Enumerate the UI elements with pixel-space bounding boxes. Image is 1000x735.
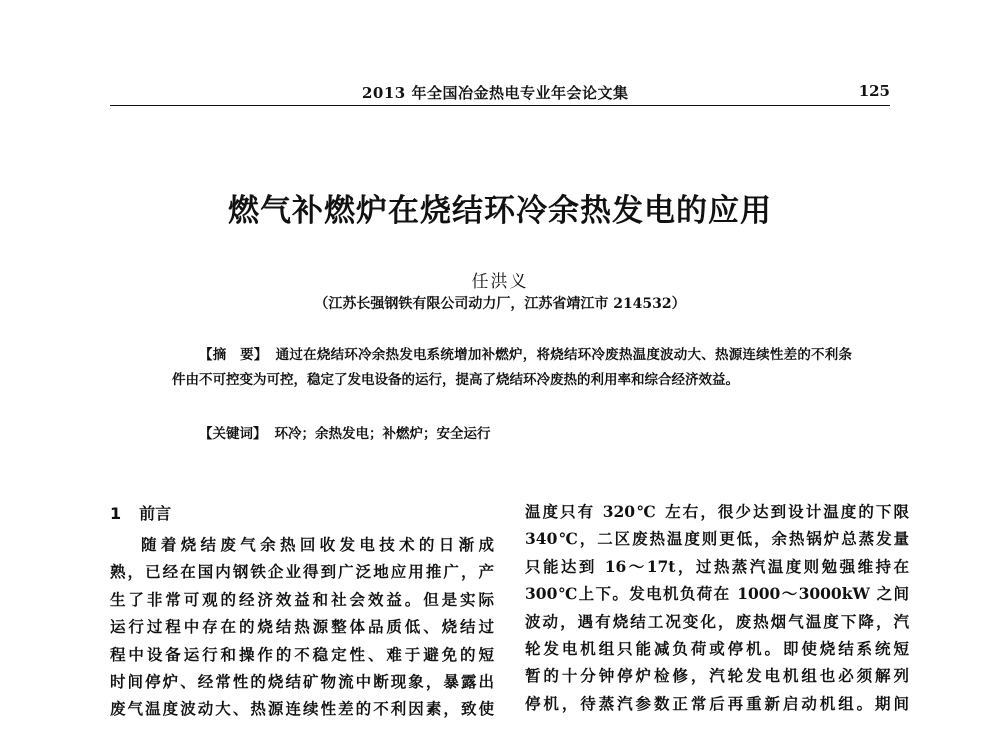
running-head-title: 2013 年全国冶金热电专业年会论文集	[362, 84, 629, 102]
body-line: 废气温度波动大、热源连续性差的不利因素，致使	[110, 699, 494, 719]
body-line: 300℃上下。发电机负荷在 1000～3000kW 之间	[525, 584, 909, 604]
running-head	[110, 78, 890, 106]
body-column-left	[110, 498, 494, 723]
author-name: 任洪义	[471, 272, 529, 292]
abstract	[172, 343, 852, 393]
body-line: 轮发电机组只能减负荷或停机。即使烧结系统短	[525, 638, 909, 658]
body-line: 只能达到 16～17t，过热蒸汽温度则勉强维持在	[525, 556, 909, 576]
body-line: 时间停炉、经常性的烧结矿物流中断现象，暴露出	[110, 671, 494, 691]
body-line: 程中设备运行和操作的不稳定性、难于避免的短	[110, 644, 494, 664]
section-title: 前言	[139, 504, 172, 523]
body-line: 熟，已经在国内钢铁企业得到广泛地应用推广，产	[110, 562, 494, 582]
page-number: 125	[858, 82, 890, 100]
author-affiliation: （江苏长强钢铁有限公司动力厂，江苏省靖江市 214532）	[314, 296, 686, 312]
paper-title: 燃气补燃炉在烧结环冷余热发电的应用	[228, 193, 772, 229]
abstract-text: 通过在烧结环冷余热发电系统增加补燃炉，将烧结环冷废热温度波动大、热源连续性差的不利条件由不可控变为可控，稳定了发电设备的运行，提高了烧结环冷废热的利用率和综合经济效益。	[172, 347, 853, 388]
body-line: 暂的十分钟停炉检修，汽轮发电机组也必须解列	[525, 666, 909, 686]
body-line: 温度只有 320℃ 左右，很少达到设计温度的下限	[525, 502, 909, 521]
abstract-label: 【摘 要】	[199, 347, 268, 363]
body-line: 停机，待蒸汽参数正常后再重新启动机组。期间	[525, 693, 909, 713]
body-line: 波动，遇有烧结工况变化，废热烟气温度下降，汽	[525, 611, 909, 631]
header-rule	[110, 105, 890, 106]
body-line: 生了非常可观的经济效益和社会效益。但是实际	[110, 589, 494, 609]
body-line: 340℃，二区废热温度则更低，余热锅炉总蒸发量	[525, 529, 909, 549]
section-heading	[110, 498, 494, 529]
keywords-text: 环冷；余热发电；补燃炉；安全运行	[274, 426, 491, 442]
body-column-right	[525, 498, 909, 717]
section-number: 1	[110, 504, 122, 523]
keywords-label: 【关键词】	[199, 426, 267, 442]
body-line: 运行过程中存在的烧结热源整体品质低、烧结过	[110, 617, 494, 637]
body-line: 随着烧结废气余热回收发电技术的日渐成	[141, 535, 494, 554]
keywords	[172, 422, 852, 447]
